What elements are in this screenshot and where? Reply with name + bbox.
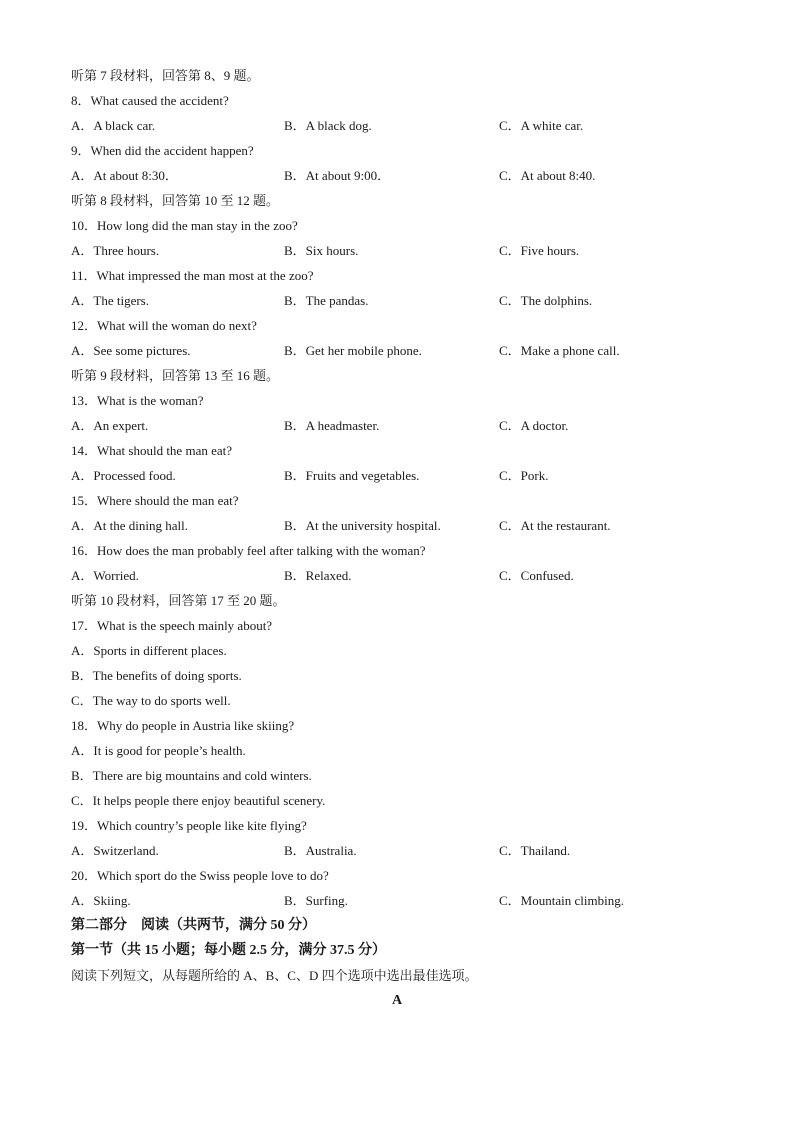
instruction-10: 听第 10 段材料，回答第 17 至 20 题。 — [71, 593, 286, 608]
option-b: B．A headmaster. — [284, 418, 380, 433]
option-a: A．An expert. — [71, 418, 149, 433]
option-b: B．The pandas. — [284, 293, 369, 308]
options-14 — [71, 463, 731, 488]
option-a: A．The tigers. — [71, 293, 149, 308]
option-c: C．Confused. — [499, 568, 574, 583]
option-b: B．A black dog. — [284, 118, 372, 133]
option-b: B．Fruits and vegetables. — [284, 468, 420, 483]
option-a: A．Three hours. — [71, 243, 160, 258]
options-9 — [71, 163, 731, 188]
option-c: C．It helps people there enjoy beautiful scenery. — [71, 793, 326, 808]
question-stem-19: 19．Which country’s people like kite flying? — [71, 818, 307, 833]
options-19 — [71, 838, 731, 863]
option-a: A．Skiing. — [71, 893, 131, 908]
option-a: A．Worried. — [71, 568, 139, 583]
question-stem-11: 11．What impressed the man most at the zoo? — [71, 268, 314, 283]
options-20 — [71, 888, 731, 913]
option-c: C．Make a phone call. — [499, 343, 620, 358]
passage-label: A — [391, 993, 403, 1008]
option-a: A．Sports in different places. — [71, 643, 227, 658]
section-heading: 第一节（共 15 小题；每小题 2.5 分，满分 37.5 分） — [71, 943, 386, 958]
options-16 — [71, 563, 731, 588]
option-c: C．The way to do sports well. — [71, 693, 231, 708]
option-a: A．At about 8:30． — [71, 168, 178, 183]
options-8 — [71, 113, 731, 138]
options-12 — [71, 338, 731, 363]
option-c: C．A doctor. — [499, 418, 569, 433]
option-c: C．The dolphins. — [499, 293, 593, 308]
option-b: B．Get her mobile phone. — [284, 343, 422, 358]
options-10 — [71, 238, 731, 263]
option-c: C．Pork. — [499, 468, 549, 483]
option-b: B．Six hours. — [284, 243, 359, 258]
part-heading: 第二部分 阅读（共两节，满分 50 分） — [71, 918, 316, 933]
option-b: B．The benefits of doing sports. — [71, 668, 242, 683]
option-b: B．At about 9:00． — [284, 168, 391, 183]
option-c: C．At the restaurant. — [499, 518, 611, 533]
reading-direction: 阅读下列短文，从每题所给的 A、B、C、D 四个选项中选出最佳选项。 — [71, 968, 478, 983]
question-stem-17: 17．What is the speech mainly about? — [71, 618, 273, 633]
question-stem-13: 13．What is the woman? — [71, 393, 204, 408]
option-a: A．Processed food. — [71, 468, 176, 483]
question-stem-16: 16．How does the man probably feel after talking with the woman? — [71, 543, 426, 558]
option-b: B．There are big mountains and cold winters. — [71, 768, 312, 783]
option-b: B．At the university hospital. — [284, 518, 441, 533]
option-a: A．At the dining hall. — [71, 518, 188, 533]
option-a: A．See some pictures. — [71, 343, 191, 358]
option-a: A．It is good for people’s health. — [71, 743, 246, 758]
question-stem-9: 9．When did the accident happen? — [71, 143, 254, 158]
instruction-7: 听第 7 段材料，回答第 8、9 题。 — [71, 68, 260, 83]
options-13 — [71, 413, 731, 438]
question-stem-20: 20．Which sport do the Swiss people love to do? — [71, 868, 329, 883]
option-a: A．A black car. — [71, 118, 156, 133]
option-a: A．Switzerland. — [71, 843, 159, 858]
option-c: C．Five hours. — [499, 243, 580, 258]
options-11 — [71, 288, 731, 313]
question-stem-12: 12．What will the woman do next? — [71, 318, 257, 333]
option-c: C．Thailand. — [499, 843, 571, 858]
option-c: C．At about 8:40. — [499, 168, 596, 183]
options-15 — [71, 513, 731, 538]
question-stem-18: 18．Why do people in Austria like skiing? — [71, 718, 295, 733]
instruction-9: 听第 9 段材料，回答第 13 至 16 题。 — [71, 368, 280, 383]
option-c: C．Mountain climbing. — [499, 893, 624, 908]
instruction-8: 听第 8 段材料，回答第 10 至 12 题。 — [71, 193, 280, 208]
option-b: B．Australia. — [284, 843, 357, 858]
option-b: B．Relaxed. — [284, 568, 352, 583]
question-stem-10: 10．How long did the man stay in the zoo? — [71, 218, 298, 233]
option-c: C．A white car. — [499, 118, 584, 133]
question-stem-14: 14．What should the man eat? — [71, 443, 233, 458]
option-b: B．Surfing. — [284, 893, 348, 908]
question-stem-15: 15．Where should the man eat? — [71, 493, 239, 508]
question-stem-8: 8．What caused the accident? — [71, 93, 229, 108]
exam-page — [71, 63, 731, 1013]
